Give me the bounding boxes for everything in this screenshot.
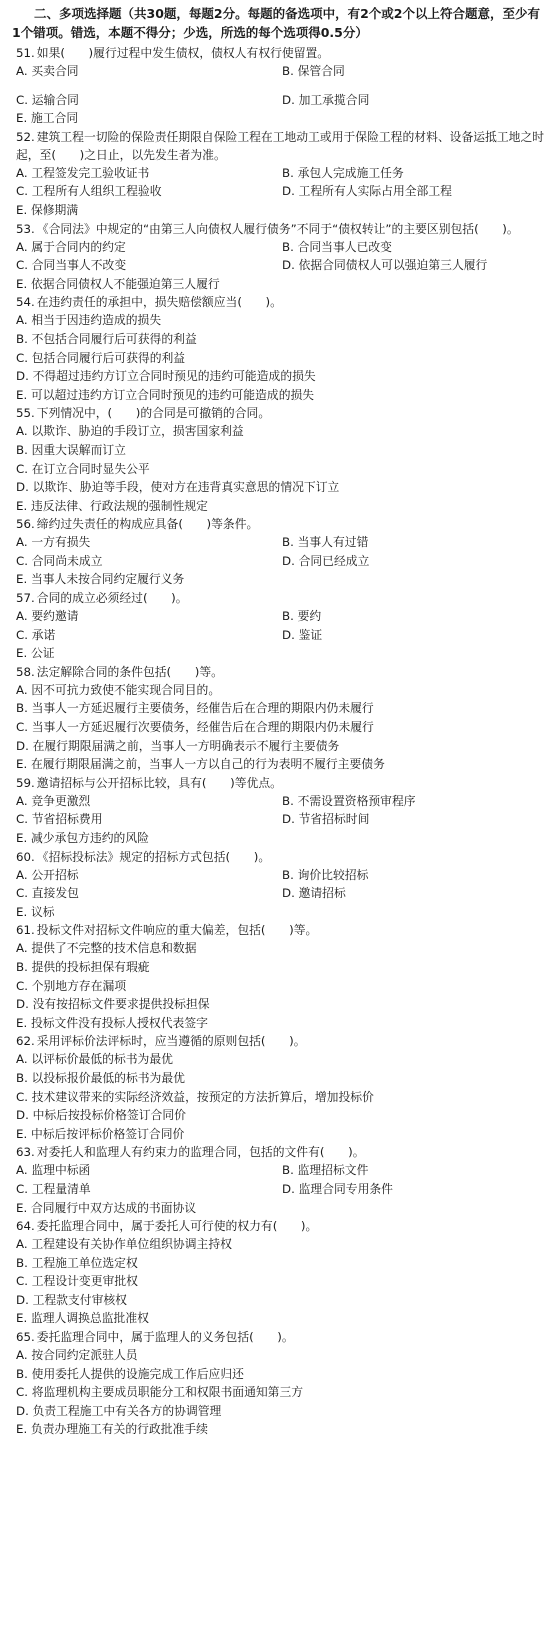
question-number: 61. [16,923,35,938]
option-a[interactable]: A. 工程签发完工验收证书 [16,165,150,180]
question-text: 在违约责任的承担中，损失赔偿额应当( )。 [36,295,282,310]
question-stem [12,1032,548,1050]
question-text: 委托监理合同中，属于监理人的义务包括( )。 [36,1330,294,1345]
option-b[interactable]: B. 询价比较招标 [282,867,369,882]
question-stem [12,848,548,866]
option-c[interactable]: C. 个别地方存在漏项 [16,978,127,993]
option-e[interactable]: E. 议标 [16,904,55,919]
option-e[interactable]: E. 施工合同 [16,111,79,126]
option-list [12,681,548,774]
option-e[interactable]: E. 投标文件没有投标人授权代表签字 [16,1015,208,1030]
option-list [12,422,548,515]
question-62 [12,1032,548,1143]
option-list [12,1161,548,1217]
option-d[interactable]: D. 没有按招标文件要求提供投标担保 [16,997,210,1012]
question-stem [12,293,548,311]
option-list [12,533,548,589]
question-number: 64. [16,1219,35,1234]
option-b[interactable]: B. 承包人完成施工任务 [282,165,404,180]
option-list [12,1235,548,1328]
question-stem [12,404,548,422]
option-a[interactable]: A. 买卖合同 [16,64,79,78]
option-e[interactable]: E. 当事人未按合同约定履行义务 [16,572,185,587]
option-list [12,866,548,922]
question-stem [12,1328,548,1346]
question-stem [12,663,548,681]
question-63 [12,1143,548,1217]
option-c[interactable]: C. 工程量清单 [16,1181,91,1196]
option-a[interactable]: A. 公开招标 [16,867,79,882]
option-a[interactable]: A. 监理中标函 [16,1163,91,1178]
question-text: 对委托人和监理人有约束力的监理合同，包括的文件有( )。 [36,1145,365,1160]
option-c[interactable]: C. 合同当事人不改变 [16,258,127,273]
question-stem [12,128,548,164]
option-b[interactable]: B. 要约 [282,609,322,624]
question-60 [12,848,548,922]
option-d[interactable]: D. 依据合同债权人可以强迫第三人履行 [282,258,488,273]
option-b[interactable]: B. 不需设置资格预审程序 [282,793,416,808]
option-d[interactable]: D. 在履行期限届满之前，当事人一方明确表示不履行主要债务 [16,738,340,753]
option-c[interactable]: C. 合同尚未成立 [16,553,103,568]
option-b[interactable]: B. 提供的投标担保有瑕疵 [16,959,150,974]
option-a[interactable]: A. 提供了不完整的技术信息和数据 [16,941,197,956]
option-d[interactable]: D. 以欺诈、胁迫等手段，使对方在违背真实意思的情况下订立 [16,480,340,495]
option-c[interactable]: C. 包括合同履行后可获得的利益 [16,350,186,365]
option-e[interactable]: E. 违反法律、行政法规的强制性规定 [16,498,208,513]
option-a[interactable]: A. 竞争更激烈 [16,793,91,808]
option-b[interactable]: B. 监理招标文件 [282,1163,369,1178]
option-e[interactable]: E. 合同履行中双方达成的书面协议 [16,1200,197,1215]
option-c[interactable]: C. 工程所有人组织工程验收 [16,184,162,199]
option-b[interactable]: B. 当事人有过错 [282,535,369,550]
option-c[interactable]: C. 节省招标费用 [16,812,103,827]
option-d[interactable]: D. 负责工程施工中有关各方的协调管理 [16,1403,222,1418]
option-d[interactable]: D. 加工承揽合同 [282,92,370,107]
question-stem [12,1143,548,1161]
question-text: 委托监理合同中，属于委托人可行使的权力有( )。 [36,1219,318,1234]
option-list [12,311,548,404]
option-e[interactable]: E. 减少承包方违约的风险 [16,831,149,845]
question-text: 法定解除合同的条件包括( )等。 [36,664,223,679]
option-b[interactable]: B. 当事人一方延迟履行主要债务，经催告后在合理的期限内仍未履行 [16,701,374,716]
option-b[interactable]: B. 以投标报价最低的标书为最优 [16,1070,185,1085]
option-a[interactable]: A. 以欺诈、胁迫的手段订立，损害国家利益 [16,424,244,439]
option-c[interactable]: C. 在订立合同时显失公平 [16,461,150,476]
question-54 [12,293,548,404]
option-e[interactable]: E. 负责办理施工有关的行政批准手续 [16,1422,208,1437]
option-e[interactable]: E. 公证 [16,646,55,661]
option-e[interactable]: E. 保修期满 [16,202,79,217]
option-list [12,939,548,1032]
option-c[interactable]: C. 承诺 [16,627,56,642]
option-list [12,238,548,294]
option-a[interactable]: A. 因不可抗力致使不能实现合同目的。 [16,682,221,697]
option-a[interactable]: A. 按合同约定派驻人员 [16,1348,138,1363]
question-57 [12,589,548,663]
question-65 [12,1328,548,1439]
option-list [12,1346,548,1439]
option-d[interactable]: D. 鉴证 [282,627,323,642]
option-e[interactable]: E. 中标后按评标价格签订合同价 [16,1126,185,1141]
option-c[interactable]: C. 直接发包 [16,886,79,901]
question-55 [12,404,548,515]
option-d[interactable]: D. 监理合同专用条件 [282,1181,393,1196]
question-53 [12,220,548,294]
question-stem [12,1217,548,1235]
question-text: 《合同法》中规定的“由第三人向债权人履行债务”不同于“债权转让”的主要区别包括( )。 [36,221,519,236]
option-d[interactable]: D. 不得超过违约方订立合同时预见的违约可能造成的损失 [16,369,316,384]
option-a[interactable]: A. 属于合同内的约定 [16,239,126,254]
question-number: 53. [16,221,35,236]
question-text: 邀请招标与公开招标比较，具有( )等优点。 [36,775,282,790]
option-c[interactable]: C. 将监理机构主要成员职能分工和权限书面通知第三方 [16,1385,304,1400]
option-b[interactable]: B. 工程施工单位选定权 [16,1255,138,1270]
option-d[interactable]: D. 邀请招标 [282,886,346,901]
option-list [12,792,548,848]
option-c[interactable]: C. 当事人一方延迟履行次要债务，经催告后在合理的期限内仍未履行 [16,720,374,735]
question-number: 59. [16,775,35,790]
question-56 [12,515,548,589]
option-c[interactable]: C. 运输合同 [16,92,79,107]
option-a[interactable]: A. 以评标价最低的标书为最优 [16,1052,173,1067]
question-number: 54. [16,295,35,310]
question-text: 采用评标价法评标时，应当遵循的原则包括( )。 [36,1034,306,1049]
option-e[interactable]: E. 可以超过违约方订立合同时预见的违约可能造成的损失 [16,387,315,402]
option-a[interactable]: A. 相当于因违约造成的损失 [16,313,162,328]
option-d[interactable]: D. 合同已经成立 [282,553,370,568]
question-stem [12,515,548,533]
option-c[interactable]: C. 技术建议带来的实际经济效益，按预定的方法折算后，增加投标价 [16,1089,374,1104]
question-stem [12,774,548,792]
question-number: 60. [16,849,35,864]
option-b[interactable]: B. 使用委托人提供的设施完成工作后应归还 [16,1366,244,1381]
question-58 [12,663,548,774]
option-list [12,607,548,663]
question-stem [12,921,548,939]
question-51 [12,44,548,128]
question-number: 62. [16,1034,35,1049]
option-list [12,164,548,220]
question-stem [12,220,548,238]
question-number: 52. [16,129,35,144]
option-a[interactable]: A. 一方有损失 [16,535,91,550]
option-d[interactable]: D. 节省招标时间 [282,812,370,827]
option-e[interactable]: E. 依据合同债权人不能强迫第三人履行 [16,276,220,291]
question-64 [12,1217,548,1328]
option-list [12,1050,548,1143]
question-text: 投标文件对招标文件响应的重大偏差，包括( )等。 [36,923,318,938]
question-number: 56. [16,517,35,532]
blank-spacer [16,81,548,91]
question-52 [12,128,548,220]
option-c[interactable]: C. 工程设计变更审批权 [16,1274,138,1289]
option-b[interactable]: B. 合同当事人已改变 [282,239,392,254]
question-text: 如果( )履行过程中发生债权，债权人有权行使留置。 [36,46,330,60]
question-number: 51. [16,46,35,60]
question-text: 《招标投标法》规定的招标方式包括( )。 [36,849,271,864]
question-number: 65. [16,1330,35,1345]
question-number: 55. [16,406,35,421]
option-a[interactable]: A. 要约邀请 [16,609,79,624]
option-e[interactable]: E. 在履行期限届满之前，当事人一方以自己的行为表明不履行主要债务 [16,757,385,772]
question-text: 建筑工程一切险的保险责任期限自保险工程在工地动工或用于保险工程的材料、设备运抵工地之时起，至( )之日止，以先发生者为准。 [16,129,545,162]
question-stem [12,44,548,62]
question-59 [12,774,548,848]
option-b[interactable]: B. 不包括合同履行后可获得的利益 [16,331,197,346]
option-e[interactable]: E. 监理人调换总监批准权 [16,1311,149,1326]
section-header: 二、多项选择题（共30题，每题2分。每题的备选项中，有2个或2个以上符合题意，至少有1个错项。错选，本题不得分；少选，所选的每个选项得0.5分） [12,6,540,40]
option-b[interactable]: B. 保管合同 [282,64,345,78]
question-text: 缔约过失责任的构成应具备( )等条件。 [36,517,259,532]
option-list [12,62,548,128]
option-d[interactable]: D. 工程所有人实际占用全部工程 [282,184,452,199]
question-stem [12,589,548,607]
question-list [12,44,548,1439]
question-text: 下列情况中，( )的合同是可撤销的合同。 [36,406,271,421]
option-b[interactable]: B. 因重大误解而订立 [16,442,126,457]
option-a[interactable]: A. 工程建设有关协作单位组织协调主持权 [16,1237,232,1252]
option-d[interactable]: D. 中标后按投标价格签订合同价 [16,1108,186,1123]
question-number: 63. [16,1145,35,1160]
question-61 [12,921,548,1032]
question-text: 合同的成立必须经过( )。 [36,591,188,606]
option-d[interactable]: D. 工程款支付审核权 [16,1292,127,1307]
question-number: 57. [16,591,35,606]
question-number: 58. [16,664,35,679]
